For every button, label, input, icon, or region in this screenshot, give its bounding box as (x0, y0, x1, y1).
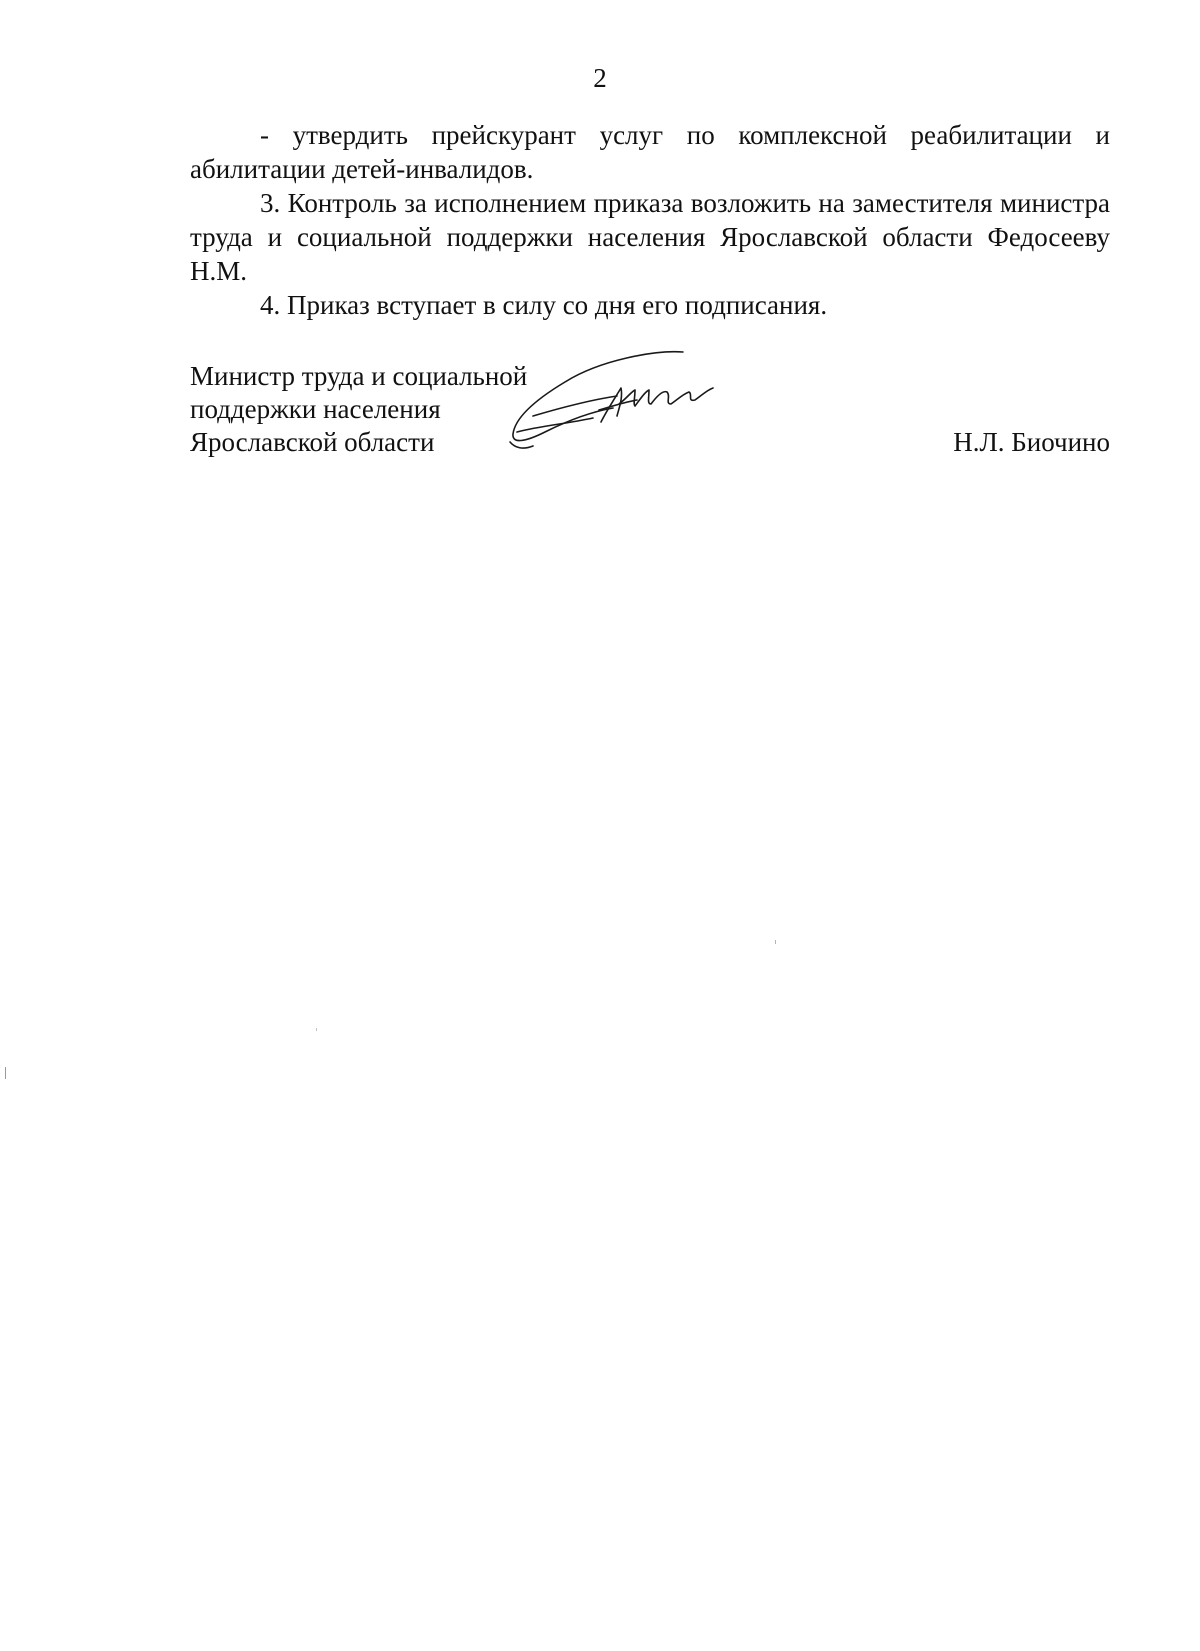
scan-speck (5, 1067, 6, 1079)
signer-name: Н.Л. Биочино (953, 427, 1110, 457)
signer-position (190, 360, 550, 459)
handwritten-signature (505, 346, 735, 456)
signature-block (190, 360, 1110, 470)
signer-position-line: Министр труда и социальной (190, 361, 528, 391)
paragraph-approve-price-list: - утвердить прейскурант услуг по комплексной реабилитации и абилитации детей-инвалидов. (190, 120, 1110, 184)
signer-position-line: Ярославской области (190, 427, 435, 457)
scan-speck (316, 1028, 317, 1031)
page-number: 2 (593, 63, 607, 93)
signer-position-line: поддержки населения (190, 394, 441, 424)
paragraph-effective-date: 4. Приказ вступает в силу со дня его подписания. (260, 290, 828, 320)
paragraph-control-execution: 3. Контроль за исполнением приказа возложить на заместителя министра труда и социальной поддержки населения Ярославской области Федосееву Н.М. (190, 188, 1110, 286)
document-body (190, 118, 1110, 322)
scan-speck (775, 940, 776, 944)
